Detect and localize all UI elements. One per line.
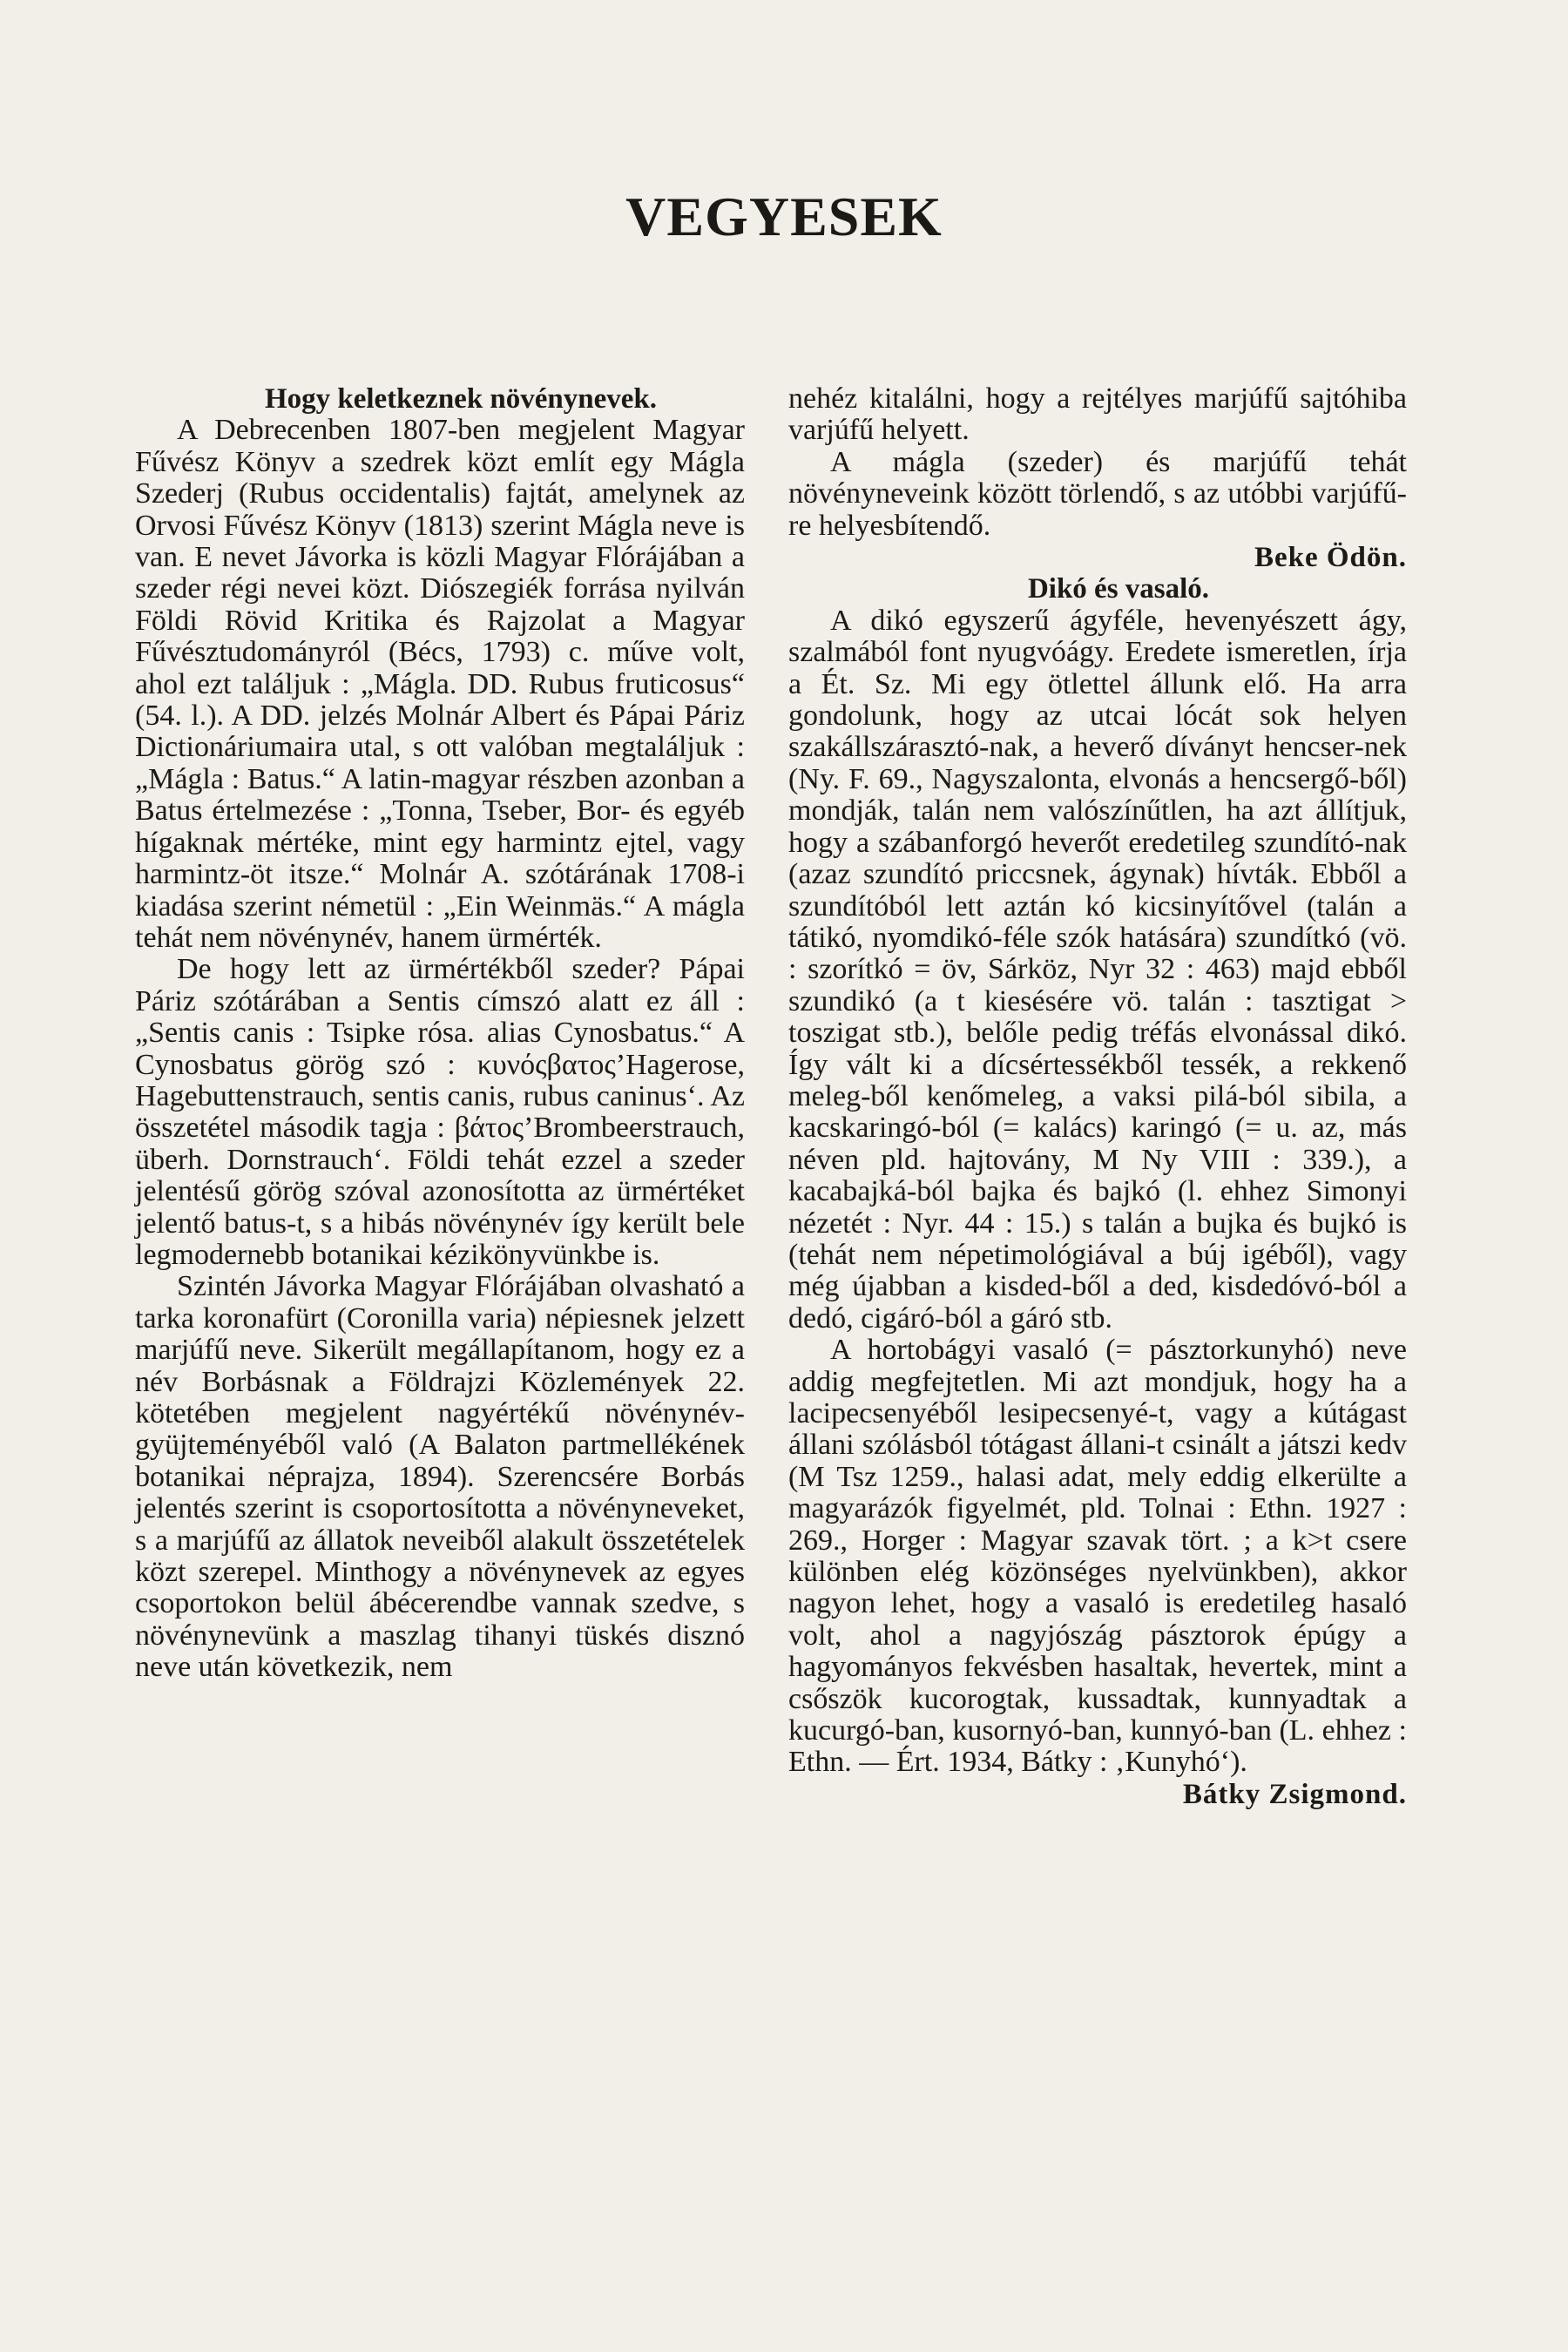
- paragraph-continuation: nehéz kitalálni, hogy a rejtélyes marjúfű sajtóhiba varjúfű helyett.: [788, 382, 1407, 447]
- left-column: [135, 383, 745, 1684]
- author-signature: Bátky Zsigmond.: [1182, 1778, 1407, 1810]
- paragraph: A mágla (szeder) és marjúfű tehát növényneveink között törlendő, s az utóbbi varjúfű-re helyesbítendő.: [788, 445, 1407, 542]
- section-title: VEGYESEK: [625, 186, 943, 247]
- author-signature: Beke Ödön.: [1254, 542, 1407, 574]
- article-heading-diko: Dikó és vasaló.: [1027, 573, 1210, 605]
- article-heading-plant-names: Hogy keletkeznek növénynevek.: [264, 383, 658, 415]
- paragraph: A dikó egyszerű ágyféle, hevenyészett ágy, szalmából font nyugvóágy. Eredete ismeretlen, írja a Ét. Sz. Mi egy ötlettel állunk elő. Ha arra gondolunk, hogy az utcai lócát sok helyen szakállszárasztó-nak, a heverő díványt hencser-nek (Ny. F. 69., Nagyszalonta, elvonás a hencsergő-ből) mondják, talán nem valószínűtlen, ha azt állítjuk, hogy a szábanforgó heverőt eredetileg szundító-nak (azaz szundító priccsnek, ágynak) hívták. Ebből a szundítóból lett aztán kó kicsinyítővel (talán a tátikó, nyomdikó-féle szók hatására) szundítkó (vö. : szorítkó = öv, Sárköz, Nyr 32 : 463) majd ebből szundikó (a t kiesésére vö. talán : tasztigat > toszigat stb.), belőle pedig tréfás elvonással dikó. Így vált ki a dícsértessékből tessék, a rekkenő meleg-ből kenőmeleg, a vaksi pilá-ból sibila, a kacskaringó-ból (= kalács) karingó (= u. az, más néven pld. hajtovány, M Ny VIII : 339.), a kacabajká-ból bajka és bajkó (l. ehhez Simonyi nézetét : Nyr. 44 : 15.) s talán a bujka és bujkó is (tehát nem népetimológiával a búj igéből), vagy még újabban a kisded-ből a ded, kisdedóvó-ból a dedó, cigáró-ból a gáró stb.: [788, 604, 1407, 1335]
- right-column: [788, 383, 1407, 1810]
- paragraph: A Debrecenben 1807-ben megjelent Magyar Fűvész Könyv a szedrek közt említ egy Mágla Szederj (Rubus occidentalis) fajtát, amelynek az Orvosi Fűvész Könyv (1813) szerint Mágla neve is van. E nevet Jávorka is közli Magyar Flórájában a szeder régi nevei közt. Diószegiék forrása nyilván Földi Rövid Kritika és Rajzolat a Magyar Fűvésztudományról (Bécs, 1793) c. műve volt, ahol ezt találjuk : „Mágla. DD. Rubus fruticosus“ (54. l.). A DD. jelzés Molnár Albert és Pápai Páriz Dictionáriumaira utal, s ott valóban megtaláljuk : „Mágla : Batus.“ A latin-magyar részben azonban a Batus értelmezése : „Tonna, Tseber, Bor- és egyéb hígaknak mértéke, mint egy harmintz ejtel, vagy harmintz-öt itsze.“ Molnár A. szótárának 1708-i kiadása szerint németül : „Ein Weinmäs.“ A mágla tehát nem növénynév, hanem ürmérték.: [135, 414, 745, 954]
- paragraph: A hortobágyi vasaló (= pásztorkunyhó) neve addig megfejtetlen. Mi azt mondjuk, hogy ha a lacipecsenyéből lesipecsenyé-t, vagy a kútágast állani szólásból tótágast állani-t csinált a játszi kedv (M Tsz 1259., halasi adat, mely eddig elkerülte a magyarázók figyelmét, pld. Tolnai : Ethn. 1927 : 269., Horger : Magyar szavak tört. ; a k>t csere különben elég közönséges nyelvünkben), akkor nagyon lehet, hogy a vasaló is eredetileg hasaló volt, ahol a nagyjószág pásztorok épúgy a hagyományos fekvésben hasaltak, hevertek, mint a csőszök kucorogtak, kussadtak, kunnyadtak a kucurgó-ban, kusornyó-ban, kunnyó-ban (L. ehhez : Ethn. — Ért. 1934, Bátky : ‚Kunyhó‘).: [788, 1334, 1407, 1779]
- paragraph: De hogy lett az ürmértékből szeder? Pápai Páriz szótárában a Sentis címszó alatt ez áll : „Sentis canis : Tsipke rósa. alias Cynosbatus.“ A Cynosbatus görög szó : κυνόςβατος’Hagerose, Hagebuttenstrauch, sentis canis, rubus caninus‘. Az összetétel második tagja : βάτος’Brombeerstrauch, überh. Dornstrauch‘. Földi tehát ezzel a szeder jelentésű görög szóval azonosította az ürmértéket jelentő batus-t, s a hibás növénynév így került bele legmodernebb botanikai kézikönyvünkbe is.: [135, 953, 745, 1271]
- paragraph: Szintén Jávorka Magyar Flórájában olvasható a tarka koronafürt (Coronilla varia) népiesnek jelzett marjúfű neve. Sikerült megállapítanom, hogy ez a név Borbásnak a Földrajzi Közlemények 22. kötetében megjelent nagyértékű növénynév-gyüjteményéből való (A Balaton partmellékének botanikai néprajza, 1894). Szerencsére Borbás jelentés szerint is csoportosította a növényneveket, s a marjúfű az állatok neveiből alakult összetételek közt szerepel. Minthogy a növénynevek az egyes csoportokon belül ábécerendbe vannak szedve, s növénynevünk a maszlag tihanyi tüskés disznó neve után következik, nem: [135, 1270, 745, 1684]
